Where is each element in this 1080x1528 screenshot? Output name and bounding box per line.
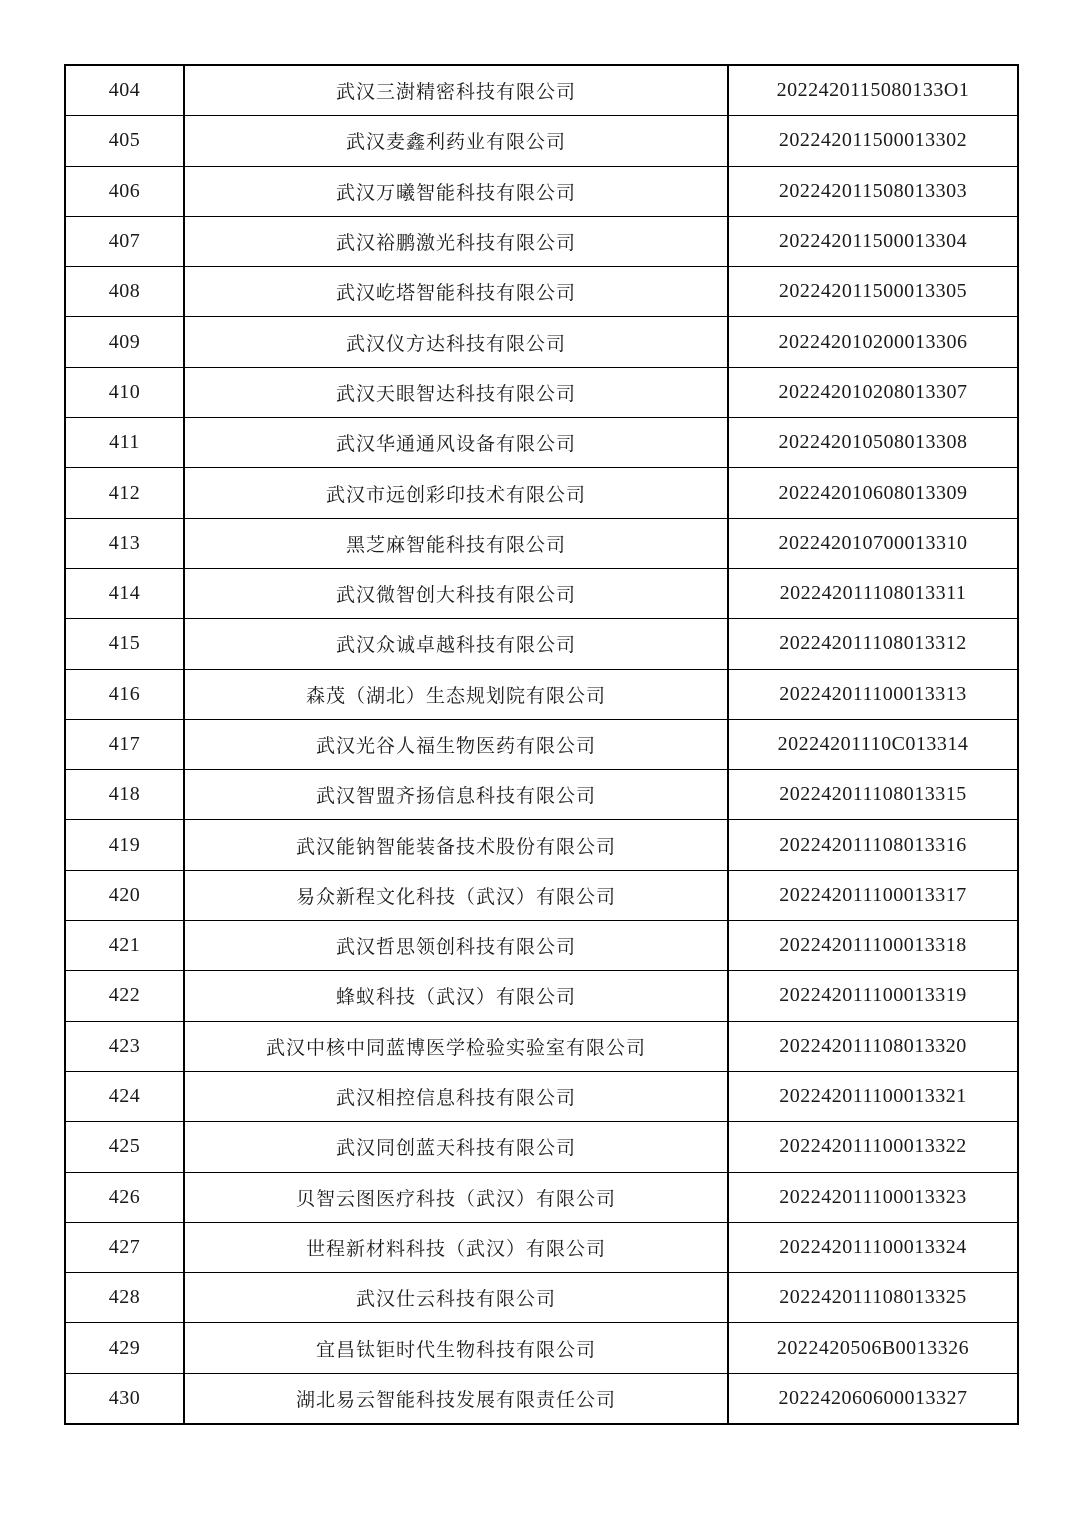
table-row [65,1071,1018,1121]
row-number-cell: 410 [65,367,184,417]
registration-code-cell: 202242010208013307 [728,367,1018,417]
row-number-cell: 406 [65,166,184,216]
company-name-cell: 武汉众诚卓越科技有限公司 [184,619,728,669]
table-row [65,367,1018,417]
row-number-cell: 415 [65,619,184,669]
company-name-cell: 武汉仪方达科技有限公司 [184,317,728,367]
registration-code-cell: 202242011508013303 [728,166,1018,216]
table-row [65,669,1018,719]
company-name-cell: 武汉三澍精密科技有限公司 [184,65,728,116]
company-name-cell: 武汉中核中同蓝博医学检验实验室有限公司 [184,1021,728,1071]
company-name-cell: 武汉光谷人福生物医药有限公司 [184,719,728,769]
registration-code-cell: 202242011100013321 [728,1071,1018,1121]
registration-code-cell: 202242011500013304 [728,216,1018,266]
table-row [65,820,1018,870]
company-name-cell: 森茂（湖北）生态规划院有限公司 [184,669,728,719]
table-row [65,770,1018,820]
table-row [65,1021,1018,1071]
row-number-cell: 421 [65,921,184,971]
row-number-cell: 430 [65,1373,184,1424]
row-number-cell: 405 [65,116,184,166]
table-row [65,921,1018,971]
table-row [65,418,1018,468]
company-name-cell: 武汉裕鹏激光科技有限公司 [184,216,728,266]
company-name-cell: 贝智云图医疗科技（武汉）有限公司 [184,1172,728,1222]
row-number-cell: 404 [65,65,184,116]
row-number-cell: 420 [65,870,184,920]
row-number-cell: 422 [65,971,184,1021]
registration-code-cell: 202242011100013323 [728,1172,1018,1222]
row-number-cell: 428 [65,1273,184,1323]
registration-code-cell: 2022420115080133O1 [728,65,1018,116]
table-row [65,1172,1018,1222]
table-row [65,468,1018,518]
table-row [65,518,1018,568]
registration-code-cell: 202242011100013319 [728,971,1018,1021]
registration-code-cell: 202242010608013309 [728,468,1018,518]
table-row [65,719,1018,769]
row-number-cell: 412 [65,468,184,518]
row-number-cell: 408 [65,267,184,317]
company-name-cell: 湖北易云智能科技发展有限责任公司 [184,1373,728,1424]
company-name-cell: 武汉万曦智能科技有限公司 [184,166,728,216]
company-list-table [64,64,1019,1425]
table-row [65,166,1018,216]
table-row [65,971,1018,1021]
company-name-cell: 武汉同创蓝天科技有限公司 [184,1122,728,1172]
registration-code-cell: 202242011108013312 [728,619,1018,669]
row-number-cell: 423 [65,1021,184,1071]
company-name-cell: 世程新材料科技（武汉）有限公司 [184,1222,728,1272]
registration-code-cell: 202242010700013310 [728,518,1018,568]
table-row [65,619,1018,669]
company-name-cell: 武汉智盟齐扬信息科技有限公司 [184,770,728,820]
row-number-cell: 419 [65,820,184,870]
company-name-cell: 易众新程文化科技（武汉）有限公司 [184,870,728,920]
registration-code-cell: 202242011100013313 [728,669,1018,719]
row-number-cell: 407 [65,216,184,266]
table-row [65,1122,1018,1172]
table-row [65,317,1018,367]
row-number-cell: 424 [65,1071,184,1121]
table-row [65,267,1018,317]
registration-code-cell: 202242011108013320 [728,1021,1018,1071]
row-number-cell: 416 [65,669,184,719]
registration-code-cell: 202242011108013315 [728,770,1018,820]
table-row [65,568,1018,618]
company-name-cell: 武汉能钠智能装备技术股份有限公司 [184,820,728,870]
row-number-cell: 414 [65,568,184,618]
registration-code-cell: 202242010200013306 [728,317,1018,367]
row-number-cell: 427 [65,1222,184,1272]
registration-code-cell: 202242011100013318 [728,921,1018,971]
registration-code-cell: 202242011100013322 [728,1122,1018,1172]
table-row [65,116,1018,166]
row-number-cell: 426 [65,1172,184,1222]
row-number-cell: 429 [65,1323,184,1373]
registration-code-cell: 2022420506B0013326 [728,1323,1018,1373]
registration-code-cell: 202242011108013316 [728,820,1018,870]
company-name-cell: 武汉华通通风设备有限公司 [184,418,728,468]
registration-code-cell: 20224201110C013314 [728,719,1018,769]
row-number-cell: 411 [65,418,184,468]
registration-code-cell: 202242011100013324 [728,1222,1018,1272]
registration-code-cell: 202242011500013302 [728,116,1018,166]
company-name-cell: 武汉仕云科技有限公司 [184,1273,728,1323]
registration-code-cell: 202242010508013308 [728,418,1018,468]
table-row [65,216,1018,266]
row-number-cell: 417 [65,719,184,769]
registration-code-cell: 202242011500013305 [728,267,1018,317]
row-number-cell: 418 [65,770,184,820]
registration-code-cell: 202242011108013325 [728,1273,1018,1323]
registration-code-cell: 202242011108013311 [728,568,1018,618]
registration-code-cell: 202242060600013327 [728,1373,1018,1424]
company-name-cell: 武汉市远创彩印技术有限公司 [184,468,728,518]
company-name-cell: 武汉相控信息科技有限公司 [184,1071,728,1121]
company-name-cell: 蜂蚁科技（武汉）有限公司 [184,971,728,1021]
table-row [65,1323,1018,1373]
company-name-cell: 武汉麦鑫利药业有限公司 [184,116,728,166]
registration-code-cell: 202242011100013317 [728,870,1018,920]
table-row [65,65,1018,116]
company-name-cell: 黑芝麻智能科技有限公司 [184,518,728,568]
table-row [65,1273,1018,1323]
table-row [65,870,1018,920]
company-name-cell: 武汉哲思领创科技有限公司 [184,921,728,971]
row-number-cell: 409 [65,317,184,367]
row-number-cell: 413 [65,518,184,568]
company-list-body [65,65,1018,1424]
table-row [65,1373,1018,1424]
company-name-cell: 武汉屹塔智能科技有限公司 [184,267,728,317]
company-name-cell: 武汉微智创大科技有限公司 [184,568,728,618]
company-name-cell: 武汉天眼智达科技有限公司 [184,367,728,417]
row-number-cell: 425 [65,1122,184,1172]
table-row [65,1222,1018,1272]
company-name-cell: 宜昌钛钜时代生物科技有限公司 [184,1323,728,1373]
